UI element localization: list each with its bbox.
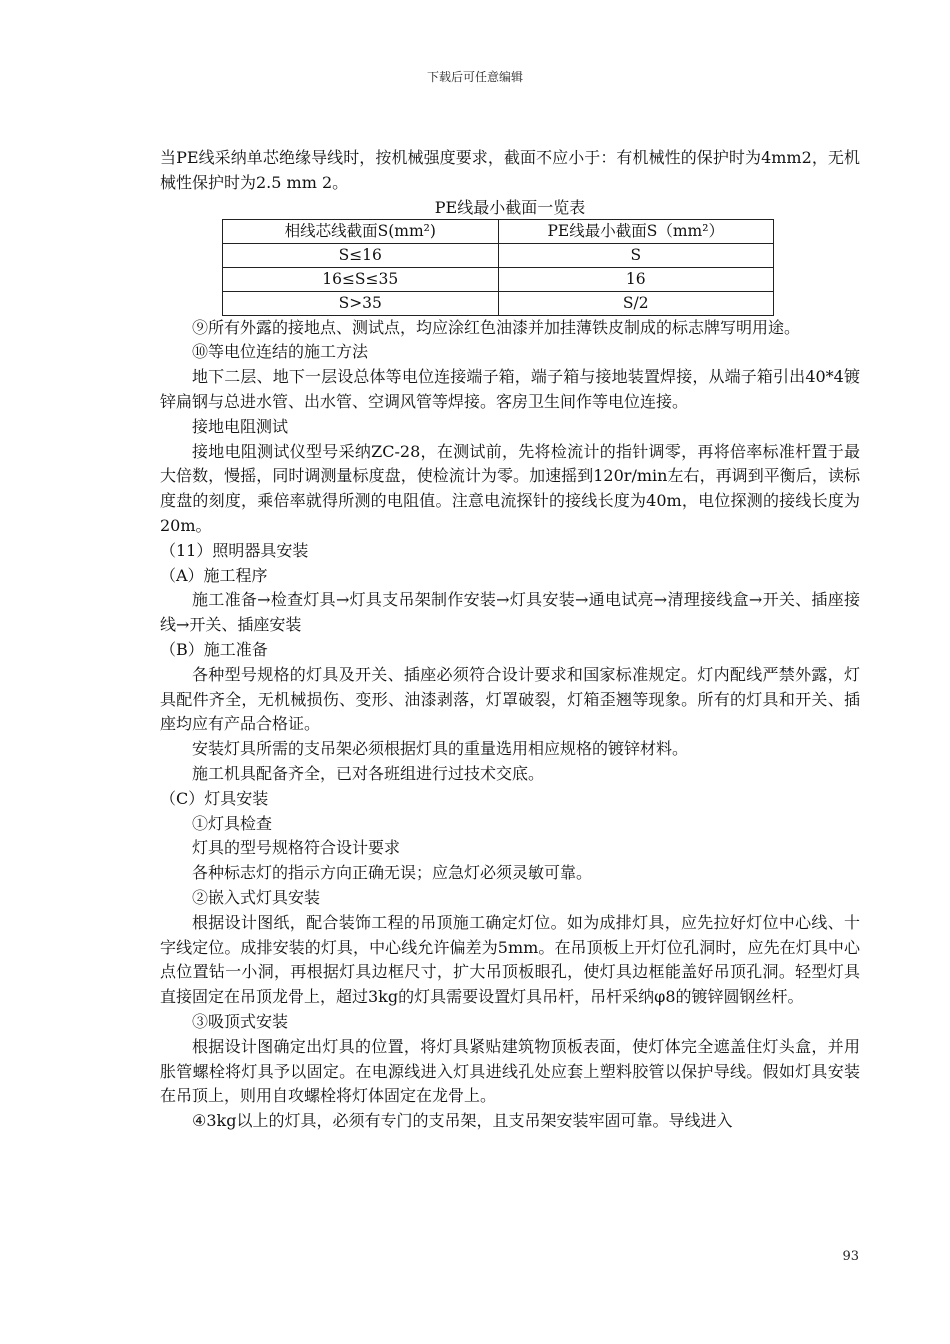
paragraph-ground-resistance: 接地电阻测试仪型号采纳ZC-28，在测试前，先将检流计的指针调零，再将倍率标准杆置于最大倍数，慢摇，同时调测量标度盘，使检流计为零。加速摇到120r/min左右，再调到平衡后，读标度盘的刻度，乘倍率就得所测的电阻值。注意电流探针的接线长度为40m，电位探测的接线长度为20m。 <box>160 441 860 535</box>
heading-fixture-installation: （C）灯具安装 <box>160 788 269 808</box>
heading-ceiling-mount: ③吸顶式安装 <box>192 1011 289 1031</box>
table-row <box>223 291 774 315</box>
paragraph-heavy-fixture: ④3kg以上的灯具，必须有专门的支吊架，且支吊架安装牢固可靠。导线进入 <box>192 1111 733 1131</box>
page-content <box>160 146 860 1134</box>
heading-preparation: （B）施工准备 <box>160 639 268 659</box>
paragraph-item-9: ⑨所有外露的接地点、测试点，均应涂红色油漆并加挂薄铁皮制成的标志牌写明用途。 <box>192 317 801 337</box>
paragraph-preparation-2: 安装灯具所需的支吊架必须根据灯具的重量选用相应规格的镀锌材料。 <box>192 739 689 759</box>
heading-fixture-check: ①灯具检查 <box>192 813 273 833</box>
paragraph-pe-intro: 当PE线采纳单芯绝缘导线时，按机械强度要求，截面不应小于：有机械性的保护时为4mm2，无机械性保护时为2.5 mm 2。 <box>160 148 860 192</box>
page-header: 下载后可任意编辑 <box>426 70 523 84</box>
heading-recessed-fixture: ②嵌入式灯具安装 <box>192 887 321 907</box>
page-number: 93 <box>842 1249 859 1264</box>
table-cell: S/2 <box>498 291 774 315</box>
table-cell: S <box>498 243 774 267</box>
table-header-row <box>223 219 774 243</box>
table-cell: S≤16 <box>223 243 499 267</box>
heading-lighting-installation: （11）照明器具安装 <box>160 540 309 560</box>
pe-min-section-table <box>222 219 774 316</box>
table-caption: PE线最小截面一览表 <box>434 197 586 217</box>
table-row <box>223 267 774 291</box>
heading-ground-resistance: 接地电阻测试 <box>192 416 289 436</box>
paragraph-equipotential: 地下二层、地下一层设总体等电位连接端子箱，端子箱与接地装置焊接，从端子箱引出40*4镀锌扁钢与总进水管、出水管、空调风管等焊接。客房卫生间作等电位连接。 <box>160 367 860 411</box>
paragraph-fixture-check-1: 灯具的型号规格符合设计要求 <box>192 838 401 858</box>
paragraph-preparation-1: 各种型号规格的灯具及开关、插座必须符合设计要求和国家标准规定。灯内配线严禁外露，灯具配件齐全，无机械损伤、变形、油漆剥落，灯罩破裂，灯箱歪翘等现象。所有的灯具和开关、插座均应有产品合格证。 <box>160 664 860 734</box>
paragraph-procedure: 施工准备→检查灯具→灯具支吊架制作安装→灯具安装→通电试亮→清理接线盒→开关、插座接线→开关、插座安装 <box>160 590 860 635</box>
table-header-cell: PE线最小截面S（mm²） <box>498 219 774 243</box>
heading-procedure: （A）施工程序 <box>160 565 268 585</box>
table-row <box>223 243 774 267</box>
table-header-cell: 相线芯线截面S(mm²) <box>223 219 499 243</box>
paragraph-fixture-check-2: 各种标志灯的指示方向正确无误；应急灯必须灵敏可靠。 <box>192 863 593 883</box>
paragraph-ceiling-mount: 根据设计图确定出灯具的位置，将灯具紧贴建筑物顶板表面，使灯体完全遮盖住灯头盒，并用胀管螺栓将灯具予以固定。在电源线进入灯具进线孔处应套上塑料胶管以保护导线。假如灯具安装在吊顶上，则用自攻螺栓将灯体固定在龙骨上。 <box>160 1036 860 1106</box>
paragraph-preparation-3: 施工机具配备齐全，已对各班组进行过技术交底。 <box>192 763 545 783</box>
table-cell: 16 <box>498 267 774 291</box>
table-cell: S>35 <box>223 291 499 315</box>
heading-equipotential: ⑩等电位连结的施工方法 <box>192 342 369 362</box>
paragraph-recessed-fixture: 根据设计图纸，配合装饰工程的吊顶施工确定灯位。如为成排灯具，应先拉好灯位中心线、十字线定位。成排安装的灯具，中心线允许偏差为5mm。在吊顶板上开灯位孔洞时，应先在灯具中心点位置钻一小洞，再根据灯具边框尺寸，扩大吊顶板眼孔，使灯具边框能盖好吊顶孔洞。轻型灯具直接固定在吊顶龙骨上，超过3kg的灯具需要设置灯具吊杆，吊杆采纳φ8的镀锌圆钢丝杆。 <box>160 912 860 1007</box>
table-cell: 16≤S≤35 <box>223 267 499 291</box>
